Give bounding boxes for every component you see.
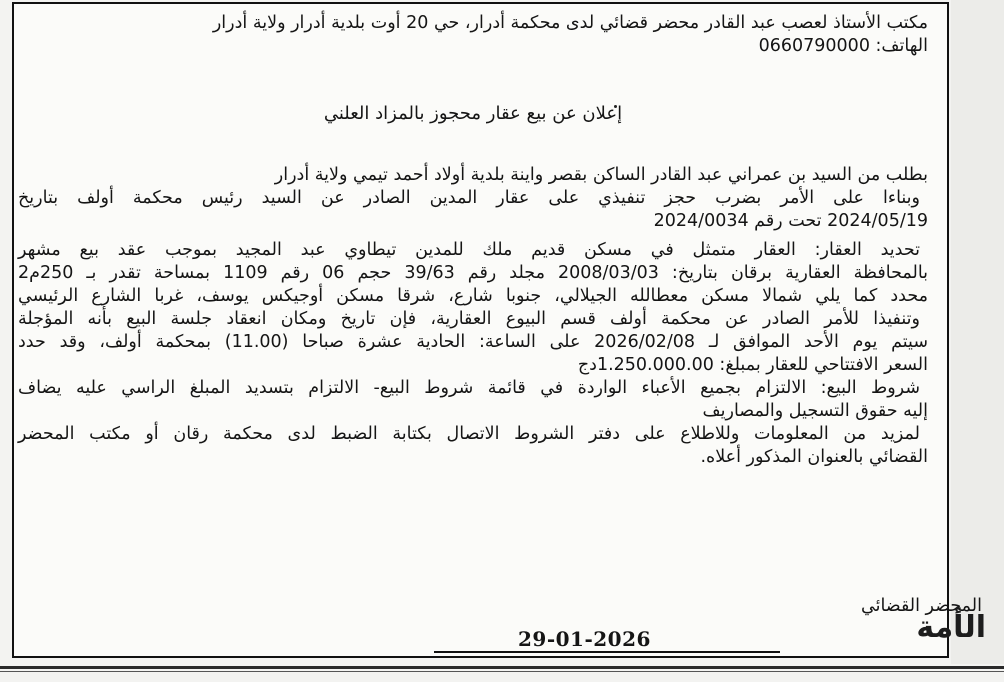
publication-date: 29-01-2026 <box>518 627 651 651</box>
conditions-line-2: إليه حقوق التسجيل والمصاريف <box>702 401 928 421</box>
request-paragraph: بطلب من السيد بن عمراني عبد القادر الساكن بقصر واينة بلدية أولاد أحمد تيمي ولاية أدرار <box>274 165 928 185</box>
notice-title: إعلان عن بيع عقار محجوز بالمزاد العلني <box>323 103 623 124</box>
execution-line-1: وتنفيذا للأمر الصادر عن محكمة أولف قسم البيوع العقارية، فإن تاريخ ومكان انعقاد جلسة البيع بأنه المؤجلة <box>18 309 920 329</box>
basis-line-2: 2024/05/19 تحت رقم 2024/0034 <box>653 211 928 231</box>
property-line-2: بالمحافظة العقارية برقان بتاريخ: 2008/03/03 مجلد رقم 39/63 حجم 06 رقم 1109 بمساحة تقدر بـ 250م2 <box>18 263 929 283</box>
info-line-1: لمزيد من المعلومات وللاطلاع على دفتر الشروط الاتصال بكتابة الضبط لدى محكمة رقان أو مكتب المحضر <box>18 424 920 444</box>
property-line-1: تحديد العقار: العقار متمثل في مسكن قديم ملك للمدين تيطاوي عبد المجيد بموجب عقد بيع مشهر <box>18 240 920 260</box>
info-line-2: القضائي بالعنوان المذكور أعلاه. <box>700 447 928 467</box>
page-bottom-rule <box>0 666 1004 669</box>
page-bottom-rule-thin <box>0 671 1004 672</box>
page-margin-strip <box>951 0 1004 664</box>
newspaper-logo <box>858 610 986 652</box>
bailiff-signature: المحضر القضائي <box>860 596 982 616</box>
date-underline <box>434 651 780 653</box>
logo-text: الأمة <box>916 610 986 645</box>
basis-line-1: وبناءا على الأمر بضرب حجز تنفيذي على عقار المدين الصادر عن السيد رئيس محكمة أولف بتاريخ <box>18 188 920 208</box>
property-line-3: محدد كما يلي شمالا مسكن معطالله الجيلالي، جنوبا شارع، شرقا مسكن أوجيكس يوسف، غربا الشارع الرئيسي <box>18 286 928 306</box>
notice-body <box>18 12 928 469</box>
execution-line-2: سيتم يوم الأحد الموافق لـ 2026/02/08 على الساعة: الحادية عشرة صباحا (11.00) بمحكمة أولف، وقد حدد <box>18 332 928 352</box>
conditions-line-1: شروط البيع: الالتزام بجميع الأعباء الواردة في قائمة شروط البيع- الالتزام بتسديد المبلغ الراسي عليه يضاف <box>18 378 920 398</box>
office-address: مكتب الأستاذ لعصب عبد القادر محضر قضائي لدى محكمة أدرار، حي 20 أوت بلدية أدرار ولاية أدرار <box>212 13 928 33</box>
opening-price: السعر الافتتاحي للعقار بمبلغ: 1.250.000.00دج <box>577 355 928 375</box>
office-phone: الهاتف: 0660790000 <box>758 36 928 56</box>
